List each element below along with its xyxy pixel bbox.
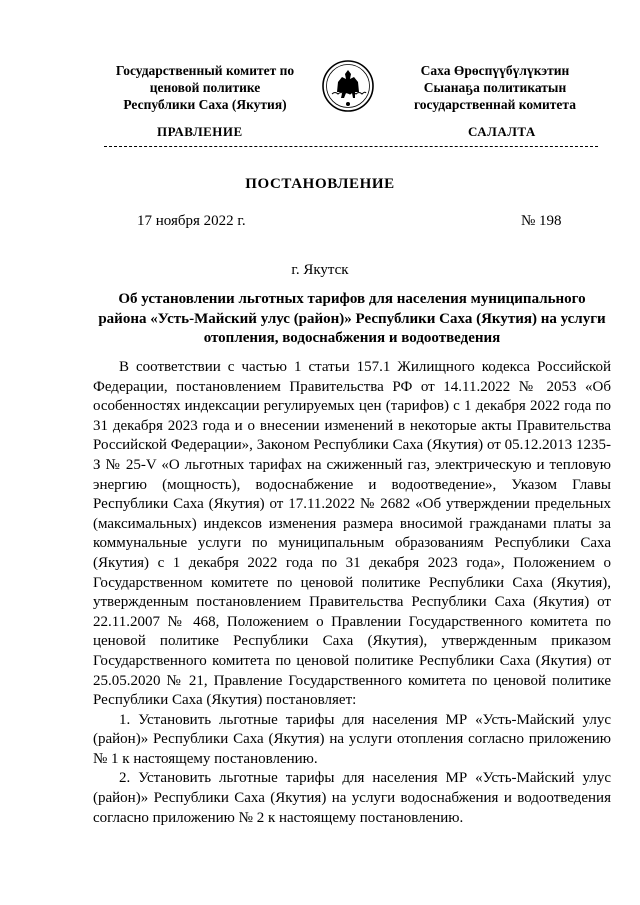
right-org-line: Сыанаҕа политикатын <box>423 80 567 95</box>
resolution-item: 1. Установить льготные тарифы для населения МР «Усть-Майский улус (район)» Республики Саха (Якутия) на услуги отопления согласно приложению № 1 к настоящему постановлению. <box>93 711 611 767</box>
preamble-paragraph: В соответствии с частью 1 статьи 157.1 Жилищного кодекса Российской Федерации, постановлением Правительства РФ от 14.11.2022 № 2053 «Об особенностях индексации регулируемых цен (тарифов) с 1 декабря 2022 года по 31 декабря 2023 года и о внесении изменений в некоторые акты Правительства Российской Федерации», Законом Республики Саха (Якутия) от 05.12.2013 1235-З № 25-V «О льготных тарифах на сжиженный газ, электрическую и тепловую энергию (мощность), водоснабжение и водоотведение», Указом Главы Республики Саха (Якутия) от 17.11.2022 № 2682 «Об утверждении предельных (максимальных) индексов изменения размера вносимой гражданами платы за коммунальные услуги по муниципальным образованиям Республики Саха (Якутия) с 1 декабря 2022 года по 31 декабря 2023 года», Положением о Государственном комитете по ценовой политике Республики Саха (Якутия), утвержденным постановлением Правительства Республики Саха (Якутия) от 22.11.2007 № 468, Положением о Правлении Государственного комитета по ценовой политике Республики Саха (Якутия), утвержденным приказом Государственного комитета по ценовой политике Республики Саха (Якутия) от 25.05.2020 № 21, Правление Государственного комитета по ценовой политике Республики Саха (Якутия) постановляет: <box>93 359 611 709</box>
right-organization-name <box>395 62 595 113</box>
right-org-line: Саха Өрөспүүбүлүкэтин <box>420 63 570 78</box>
document-body <box>93 358 611 828</box>
left-org-line: Государственный комитет по <box>115 63 295 78</box>
right-department-label: САЛАЛТА <box>468 124 536 139</box>
left-org-line: ценовой политике <box>149 80 261 95</box>
sakha-republic-coat-of-arms-icon <box>322 58 374 114</box>
left-organization-name <box>100 62 310 113</box>
document-city: г. Якутск <box>291 262 349 278</box>
left-department-label: ПРАВЛЕНИЕ <box>157 124 243 139</box>
resolution-item: 2. Установить льготные тарифы для населения МР «Усть-Майский улус (район)» Республики Саха (Якутия) на услуги водоснабжения и водоотведения согласно приложению № 2 к настоящему постановлению. <box>93 770 611 826</box>
document-subject: Об установлении льготных тарифов для населения муниципального района «Усть-Майский улус (район)» Республики Саха (Якутия) на услуги отопления, водоснабжения и водоотведения <box>98 291 606 346</box>
header-divider <box>104 146 598 147</box>
left-org-line: Республики Саха (Якутия) <box>123 97 287 112</box>
document-number: № 198 <box>521 213 562 229</box>
document-date: 17 ноября 2022 г. <box>137 213 246 229</box>
right-org-line: государственнай комитета <box>414 97 576 112</box>
document-type-title: ПОСТАНОВЛЕНИЕ <box>245 176 395 192</box>
